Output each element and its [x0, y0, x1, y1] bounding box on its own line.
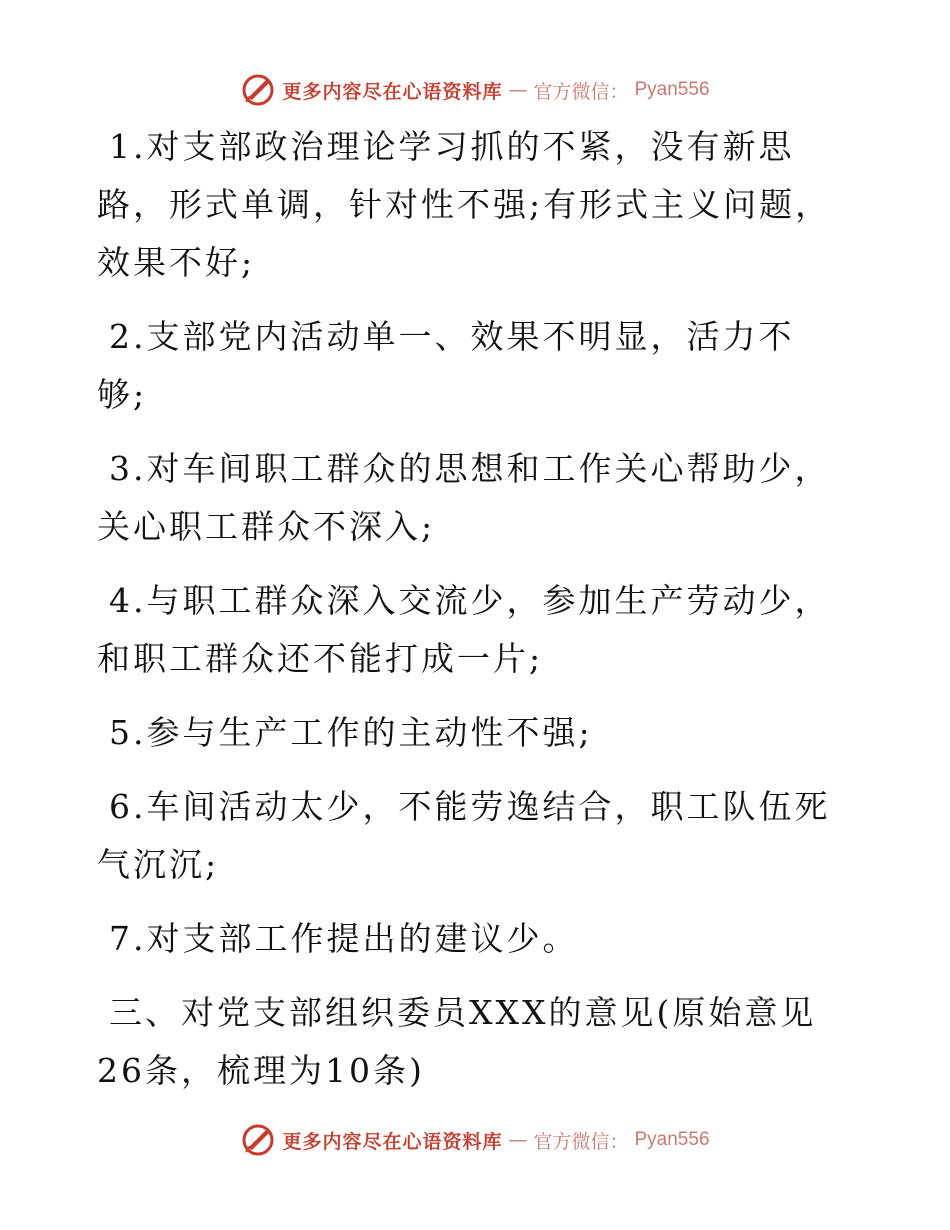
paragraph-6: 6.车间活动太少，不能劳逸结合，职工队伍死气沉沉; — [97, 787, 831, 884]
section-heading-3: 三、对党支部组织委员XXX的意见(原始意见26条，梳理为10条) — [97, 993, 817, 1090]
document-body — [97, 118, 837, 1116]
paragraph-1: 1.对支部政治理论学习抓的不紧，没有新思路，形式单调，针对性不强;有形式主义问题，效果不好; — [97, 127, 832, 282]
quill-pen-logo-icon — [240, 1122, 276, 1158]
watermark-text: 更多内容尽在心语资料库 — [282, 1130, 503, 1153]
paragraph-7: 7.对支部工作提出的建议少。 — [109, 919, 579, 958]
watermark-separator: — — [508, 1129, 528, 1151]
watermark-text: 更多内容尽在心语资料库 — [282, 80, 503, 103]
watermark-wechat-id: Pyan556 — [634, 79, 710, 100]
header-watermark — [0, 70, 950, 110]
watermark-wechat-label: 官方微信： — [533, 80, 629, 103]
quill-pen-logo-icon — [240, 72, 276, 108]
paragraph-5: 5.参与生产工作的主动性不强; — [109, 713, 593, 752]
footer-watermark — [0, 1120, 950, 1160]
paragraph-2: 2.支部党内活动单一、效果不明显，活力不够; — [97, 317, 795, 414]
watermark-wechat-id: Pyan556 — [634, 1129, 710, 1150]
watermark-separator: — — [508, 79, 528, 101]
watermark-wechat-label: 官方微信： — [533, 1130, 629, 1153]
paragraph-4: 4.与职工群众深入交流少，参加生产劳动少，和职工群众还不能打成一片; — [97, 581, 831, 678]
paragraph-3: 3.对车间职工群众的思想和工作关心帮助少，关心职工群众不深入; — [97, 449, 831, 546]
